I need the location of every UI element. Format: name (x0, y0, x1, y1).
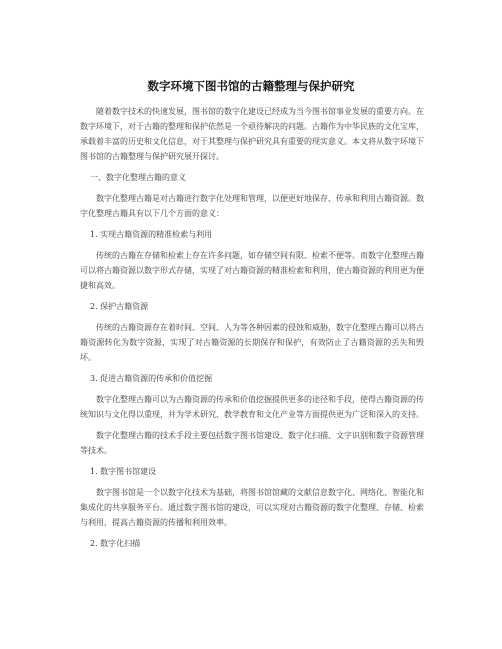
paragraph: 随着数字技术的快速发展，图书馆的数字化建设已经成为当今图书馆事业发展的重要方向。在数字环境下，对于古籍的整理和保护依然是一个亟待解决的问题。古籍作为中华民族的文化宝库，承载着丰富的历史和文化信息，对于其整理与保护研究具有重要的现实意义。本文将从数字环境下图书馆的古籍整理与保护研究展开探讨。 (80, 107, 424, 161)
paragraph: 数字化整理古籍可以为古籍资源的传承和价值挖掘提供更多的途径和手段，使得古籍资源的传统知识与文化得以重现，并为学术研究、教学教育和文化产业等方面提供更为广泛和深入的支持。 (80, 395, 424, 419)
subsection-heading: 2. 数字化扫描 (90, 539, 141, 548)
subsection-heading: 2. 保护古籍资源 (90, 302, 149, 311)
subsection-heading: 1. 数字图书馆建设 (90, 467, 157, 476)
paragraph: 传统的古籍资源存在着时间、空间、人为等各种因素的侵蚀和威胁，数字化整理古籍可以将古籍资源转化为数字资源，实现了对古籍资源的长期保存和保护，有效防止了古籍资源的丢失和毁坏。 (80, 323, 424, 362)
paragraph: 传统的古籍在存储和检索上存在许多问题，如存储空间有限、检索不便等。而数字化整理古籍可以将古籍资源以数字形式存储，实现了对古籍资源的精准检索和利用，使古籍资源的利用更为便捷和高效。 (80, 251, 424, 290)
document-body (80, 104, 424, 557)
subsection-heading: 3. 促进古籍资源的传承和价值挖掘 (90, 374, 213, 383)
paragraph: 数字图书馆是一个以数字化技术为基础，将图书馆馆藏的文献信息数字化、网络化、智能化和集成化的共享服务平台。通过数字图书馆的建设，可以实现对古籍资源的数字化整理、存储、检索与利用，提高古籍资源的传播和利用效率。 (80, 488, 424, 527)
paragraph: 数字化整理古籍是对古籍进行数字化处理和管理，以便更好地保存、传承和利用古籍资源。数字化整理古籍具有以下几个方面的意义： (80, 194, 424, 218)
subsection-heading: 1. 实现古籍资源的精准检索与利用 (90, 230, 213, 239)
document-title: 数字环境下图书馆的古籍整理与保护研究 (147, 79, 355, 93)
section-heading: 一、数字化整理古籍的意义 (90, 173, 186, 182)
paragraph: 数字化整理古籍的技术手段主要包括数字图书馆建设、数字化扫描、文字识别和数字资源管理等技术。 (80, 431, 424, 455)
